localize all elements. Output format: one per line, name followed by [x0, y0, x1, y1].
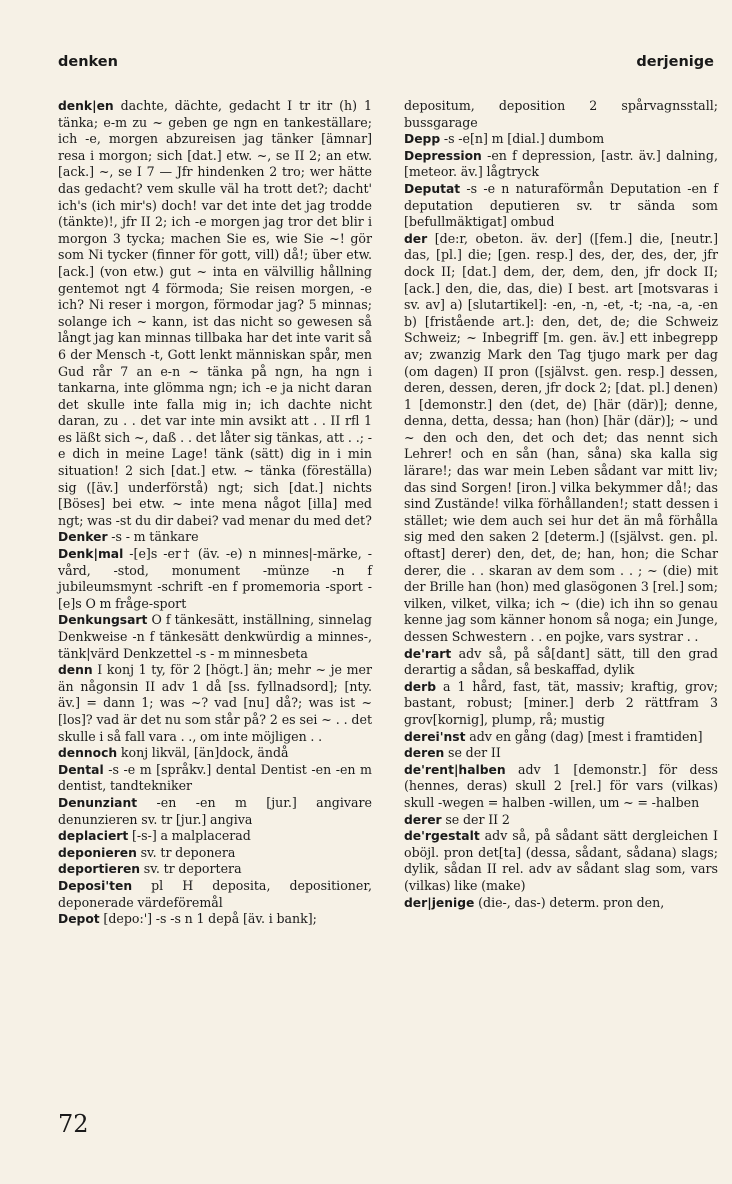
- definition: [-s-] a malplacerad: [131, 828, 251, 844]
- definition: O f tänkesätt, inställning, sinnelag Denkweise -n f tänkesätt denkwürdig a minnes-, tänk|värd Denkzettel -s - m minnesbeta: [58, 612, 372, 661]
- entry: [58, 795, 372, 828]
- entry: [404, 231, 718, 646]
- page-number: 72: [58, 1110, 89, 1138]
- entry: [404, 148, 718, 181]
- definition: adv en gång (dag) [mest i framtiden]: [469, 728, 703, 744]
- guide-word-right: derjenige: [636, 54, 714, 70]
- entry: [404, 729, 718, 746]
- headword: derer: [404, 812, 442, 827]
- definition: -s -e[n] m [dial.] dumbom: [443, 131, 605, 147]
- entry: [404, 679, 718, 729]
- definition: adv så, på sådant sätt dergleichen I oböjl. pron det[ta] (dessa, sådant, sådana) slags; dylik, sådan II rel. adv av sådant slag som, vars (vilkas) like (make): [404, 828, 718, 893]
- definition: (die-, das-) determ. pron den,: [478, 894, 665, 910]
- entry: [58, 529, 372, 546]
- headword: Depot: [58, 912, 100, 927]
- headword: denn: [58, 663, 93, 678]
- guide-word-left: denken: [58, 54, 118, 70]
- entry: [58, 546, 372, 612]
- headword: Denunziant: [58, 795, 138, 810]
- definition: adv så, på så[dant] sätt, till den grad derartig a sådan, så beskaffad, dylik: [404, 645, 718, 678]
- headword: de'rent|halben: [404, 762, 506, 777]
- entry: [58, 861, 372, 878]
- entry: [404, 131, 718, 148]
- headword: deportieren: [58, 862, 141, 877]
- definition: -s -e n naturaförmån Deputation -en f deputation deputieren sv. tr sända som [befullmäktigat] ombud: [404, 180, 718, 230]
- headword: Dental: [58, 762, 104, 777]
- headword: de'rart: [404, 646, 452, 661]
- headword: Denk|mal: [58, 547, 124, 562]
- definition: [de:r, obeton. äv. der] ([fem.] die, [neutr.] das, [pl.] die; [gen. resp.] des, der, des, der, jfr dock II; [dat.] dem, der, dem, den, jfr dock II; [ack.] den, die, das, die) I best. art [motsvaras i sv. av] a) [slutartikel]: -en, -n, -et, -t; -na, -a, -en b) [fristående art.]: den, det, de; die Schweiz Schweiz; ~ Inbegriff [m. gen. äv.] ett inbegrepp av; zwanzig Mark den Tag tjugo mark per dag (om dagen) II pron ([självst. gen. resp.] dessen, deren, dessen, deren, jfr dock 2; [dat. pl.] denen) 1 [demonstr.] den (det, de) [här (där)]; denne, denna, detta, dessa; han (hon) [här (där)]; ~ und ~ den och den, det och det; das nennt sich Lehrer! och en sån (han, såna) ska kalla sig lärare!; das war mein Leben sådant var mitt liv; das sind Sorgen! [iron.] vilka bekymmer då!; das sind Zustände! vilka förhållanden!; statt dessen i stället; wie dem auch sei hur det än må förhålla sig med den saken 2 [determ.] ([självst. gen. pl. oftast] derer) den, det, de; han, hon; die Schar derer, die . . skaran av dem som . . ; ~ (die) mit der Brille han (hon) med glasögonen 3 [rel.] som; vilken, vilket, vilka; ich ~ (die) ich ihn so genau kenne jag som känner honom så noga; ein Junge, dessen Schwestern . . en pojke, vars systrar . .: [404, 230, 718, 644]
- entry: [404, 812, 718, 829]
- entry: [404, 181, 718, 231]
- entry: [404, 828, 718, 894]
- definition: konj likväl, [än]dock, ändå: [120, 745, 289, 761]
- entry: [58, 878, 372, 911]
- headword: Depp: [404, 132, 441, 147]
- headword: Deputat: [404, 181, 461, 196]
- definition: I konj 1 ty, för 2 [högt.] än; mehr ~ je mer än någonsin II adv 1 då [ss. fyllnadsord]; [nty. äv.] = dann 1; was ~? vad [nu] då?; was ist ~ [los]? vad är det nu som står på? 2 es sei ~ . . det skulle i så fall vara . ., om inte möjligen . .: [58, 662, 372, 744]
- definition: pl H deposita, depositioner, deponerade värdeföremål: [58, 877, 372, 910]
- definition: sv. tr deponera: [140, 844, 236, 860]
- entry: [58, 612, 372, 662]
- definition: a 1 hård, fast, tät, massiv; kraftig, grov; bastant, robust; [miner.] derb 2 rättfram 3 grov[kornig], plump, rå; mustig: [404, 678, 718, 727]
- entry: [404, 762, 718, 812]
- entry: [58, 762, 372, 795]
- entry: [58, 745, 372, 762]
- column-right: [404, 98, 718, 928]
- headword: Depression: [404, 148, 482, 163]
- definition: -s -e m [språkv.] dental Dentist -en -en m dentist, tandtekniker: [58, 761, 372, 794]
- definition: -en -en m [jur.] angivare denunzieren sv. tr [jur.] angiva: [58, 794, 372, 827]
- headword: Denker: [58, 530, 108, 545]
- entry: [58, 98, 372, 529]
- headword: de'rgestalt: [404, 829, 480, 844]
- definition: -en f depression, [astr. äv.] dalning, [meteor. äv.] lågtryck: [404, 147, 718, 180]
- definition: [depo:'] -s -s n 1 depå [äv. i bank];: [103, 911, 317, 927]
- headword: deponieren: [58, 845, 137, 860]
- definition: -[e]s -er† (äv. -e) n minnes|-märke, -vård, -stod, monument -münze -n f jubileumsmynt -schrift -en f promemoria -sport -[e]s O m fråge-sport: [58, 546, 372, 611]
- definition: se der II: [448, 745, 501, 761]
- definition: depositum, deposition 2 spårvagnsstall; bussgarage: [404, 98, 718, 130]
- headword: dennoch: [58, 746, 118, 761]
- entry: [404, 98, 718, 131]
- headword: deren: [404, 746, 445, 761]
- headword: denk|en: [58, 99, 114, 113]
- headword: deplaciert: [58, 829, 129, 844]
- headword: der: [404, 231, 428, 246]
- entry: [404, 895, 718, 912]
- headword: der|jenige: [404, 895, 475, 910]
- entry: [58, 828, 372, 845]
- entry: [58, 662, 372, 745]
- entry-columns: [58, 98, 718, 928]
- definition: adv 1 [demonstr.] för dess (hennes, deras) skull 2 [rel.] för vars (vilkas) skull -wegen = halben -willen, um ~ = -halben: [404, 761, 718, 810]
- headword: derei'nst: [404, 729, 466, 744]
- definition: se der II 2: [445, 811, 510, 827]
- headword: derb: [404, 679, 437, 694]
- headword: Denkungsart: [58, 613, 148, 628]
- entry: [404, 745, 718, 762]
- entry: [58, 845, 372, 862]
- definition: -s - m tänkare: [111, 529, 199, 545]
- headword: Deposi'ten: [58, 878, 133, 893]
- definition: sv. tr deportera: [143, 861, 242, 877]
- entry: [404, 646, 718, 679]
- definition: dachte, dächte, gedacht I tr itr (h) 1 tänka; e-m zu ~ geben ge ngn en tankeställare; ich -e, morgen abzureisen jag tänker [ämnar] resa i morgon; sich [dat.] etw. ~, se II 2; an etw. [ack.] ~, se I 7 — Jfr hindenken 2 tro; wer hätte das gedacht? vem skulle väl ha trott det?; dacht' ich's (ich mir's) doch! var det inte det jag trodde (tänkte)!, jfr II 2; ich -e morgen jag tror det blir i morgon 3 tycka; machen Sie es, wie Sie ~! gör som Ni tycker (finner för gott, vill) då!; über etw. [ack.] (von etw.) gut ~ inta en välvillig hållning gentemot ngt 4 förmoda; Sie reisen morgen, -e ich? Ni reser i morgon, förmodar jag? 5 minnas; solange ich ~ kann, ist das nicht so gewesen så långt jag kan minnas tillbaka har det inte varit så 6 der Mensch -t, Gott lenkt människan spår, men Gud rår 7 an e-n ~ tänka på ngn, ha ngn i tankarna, inte glömma ngn; ich -e ja nicht daran det skulle inte falla mig in; ich dachte nicht daran, zu . . det var inte min avsikt att . . II rfl 1 es läßt sich ~, daß . . det låter sig tänkas, att . .; -e dich in meine Lage! tänk (sätt) dig in i min situation! 2 sich [dat.] etw. ~ tänka (föreställa) sig ([äv.] underförstå) ngt; sich [dat.] nichts [Böses] bei etw. ~ inte mena något [illa] med ngt; was -st du dir dabei? vad menar du med det?: [58, 98, 372, 528]
- entry: [58, 911, 372, 928]
- column-left: [58, 98, 372, 928]
